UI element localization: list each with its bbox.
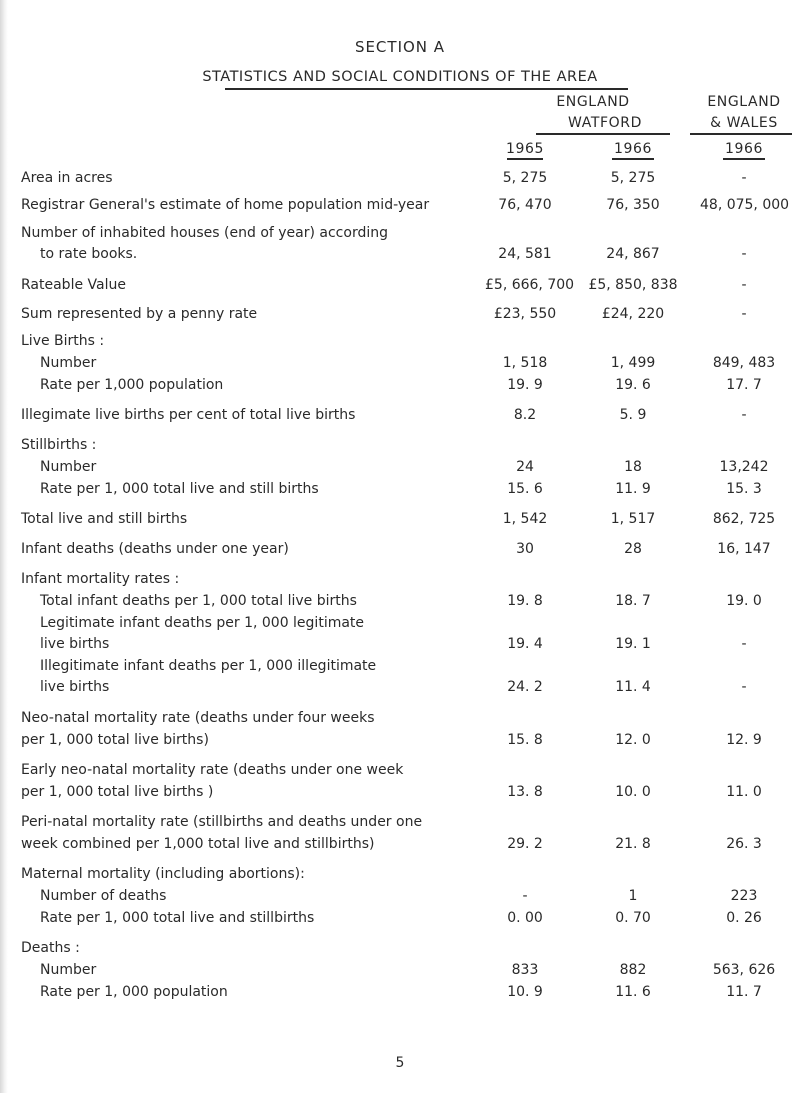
watford-1966-value: 1, 517 <box>610 511 656 527</box>
watford-1965-value: £5, 666, 700 <box>485 277 575 293</box>
watford-1966-value: 19. 6 <box>615 377 651 393</box>
table-row <box>0 962 800 984</box>
row-label: week combined per 1,000 total live and stillbirths) <box>21 836 375 852</box>
row-label: Early neo-natal mortality rate (deaths under one week <box>21 762 404 778</box>
table-row <box>0 170 800 192</box>
watford-1966-value: 24, 867 <box>606 246 660 262</box>
england-wales-1966-value: 17. 7 <box>726 377 762 393</box>
england-header-line1: ENGLAND <box>707 94 781 110</box>
england-wales-1966-value: 15. 3 <box>726 481 762 497</box>
row-label: Total infant deaths per 1, 000 total live births <box>40 593 357 609</box>
england-wales-1966-value: 19. 0 <box>726 593 762 609</box>
row-label: Number of deaths <box>40 888 167 904</box>
watford-1966-value: 10. 0 <box>615 784 651 800</box>
table-row <box>0 636 800 658</box>
watford-1966-value: 19. 1 <box>615 636 651 652</box>
row-label: Number <box>40 355 97 371</box>
england-wales-1966-value: - <box>741 636 747 652</box>
watford-1966-value: 11. 4 <box>615 679 651 695</box>
year-1966-underline <box>612 158 654 160</box>
watford-1965-value: 15. 8 <box>507 732 543 748</box>
england-wales-1966-value: 48, 075, 000 <box>700 197 790 213</box>
england-underline <box>690 133 792 135</box>
row-label: Deaths : <box>21 940 80 956</box>
table-row <box>0 459 800 481</box>
table-row <box>0 225 800 247</box>
row-label: Rate per 1, 000 population <box>40 984 228 1000</box>
table-row <box>0 355 800 377</box>
england-year-1966-header: 1966 <box>724 141 764 157</box>
watford-1966-value: 18. 7 <box>615 593 651 609</box>
england-wales-1966-value: 11. 7 <box>726 984 762 1000</box>
table-row <box>0 732 800 754</box>
row-label: Infant mortality rates : <box>21 571 180 587</box>
row-label: per 1, 000 total live births) <box>21 732 209 748</box>
england-year-underline <box>723 158 765 160</box>
watford-1965-value: 76, 470 <box>498 197 552 213</box>
year-1966-header: 1966 <box>613 141 653 157</box>
watford-1966-value: 882 <box>619 962 647 978</box>
row-label: Total live and still births <box>21 511 188 527</box>
table-row <box>0 377 800 399</box>
watford-1966-value: 11. 9 <box>615 481 651 497</box>
table-row <box>0 888 800 910</box>
watford-1966-value: £24, 220 <box>601 306 665 322</box>
table-row <box>0 407 800 429</box>
watford-1965-value: 30 <box>516 541 534 557</box>
watford-1965-value: 10. 9 <box>507 984 543 1000</box>
year-1965-underline <box>507 158 543 160</box>
england-wales-1966-value: 563, 626 <box>712 962 776 978</box>
watford-1966-value: 28 <box>624 541 642 557</box>
england-wales-1966-value: 26. 3 <box>726 836 762 852</box>
watford-1965-value: 19. 9 <box>507 377 543 393</box>
table-row <box>0 333 800 355</box>
watford-1966-value: 21. 8 <box>615 836 651 852</box>
watford-1965-value: 0. 00 <box>507 910 543 926</box>
watford-1966-value: 0. 70 <box>615 910 651 926</box>
row-label: Rate per 1, 000 total live and stillbirths <box>40 910 315 926</box>
row-label: Peri-natal mortality rate (stillbirths and deaths under one <box>21 814 423 830</box>
row-label: Neo-natal mortality rate (deaths under four weeks <box>21 710 375 726</box>
table-row <box>0 814 800 836</box>
row-label: Rate per 1,000 population <box>40 377 224 393</box>
row-label: Illegitimate infant deaths per 1, 000 illegitimate <box>40 658 377 674</box>
england-wales-1966-value: - <box>741 170 747 186</box>
table-row <box>0 836 800 858</box>
row-label: per 1, 000 total live births ) <box>21 784 214 800</box>
watford-1966-value: 11. 6 <box>615 984 651 1000</box>
table-row <box>0 615 800 637</box>
table-row <box>0 658 800 680</box>
watford-1965-value: 24. 2 <box>507 679 543 695</box>
row-label: Infant deaths (deaths under one year) <box>21 541 289 557</box>
table-row <box>0 593 800 615</box>
table-row <box>0 984 800 1006</box>
table-row <box>0 571 800 593</box>
watford-1965-value: 24 <box>516 459 534 475</box>
watford-1965-value: 8.2 <box>513 407 537 423</box>
section-title: SECTION A <box>354 38 446 56</box>
document-subtitle: STATISTICS AND SOCIAL CONDITIONS OF THE AREA <box>202 69 598 85</box>
watford-1965-value: 19. 8 <box>507 593 543 609</box>
row-label: to rate books. <box>40 246 138 262</box>
table-row <box>0 511 800 533</box>
row-label: Number <box>40 962 97 978</box>
row-label: live births <box>40 679 110 695</box>
watford-header: WATFORD <box>568 115 642 131</box>
watford-1966-value: 1 <box>628 888 638 904</box>
watford-underline <box>536 133 670 135</box>
england-wales-1966-value: 862, 725 <box>712 511 776 527</box>
watford-1965-value: 5, 275 <box>502 170 548 186</box>
row-label: Rate per 1, 000 total live and still births <box>40 481 319 497</box>
watford-1965-value: 24, 581 <box>498 246 552 262</box>
watford-1965-value: 1, 542 <box>502 511 548 527</box>
england-header-line1: ENGLAND <box>556 94 630 110</box>
watford-1965-value: 1, 518 <box>502 355 548 371</box>
watford-1966-value: 5, 275 <box>610 170 656 186</box>
subtitle-underline <box>225 88 628 90</box>
watford-1965-value: - <box>522 888 528 904</box>
table-row <box>0 246 800 268</box>
england-wales-1966-value: - <box>741 277 747 293</box>
row-label: Sum represented by a penny rate <box>21 306 258 322</box>
table-row <box>0 541 800 563</box>
row-label: Live Births : <box>21 333 105 349</box>
england-wales-1966-value: 13,242 <box>719 459 769 475</box>
england-wales-1966-value: - <box>741 306 747 322</box>
table-row <box>0 910 800 932</box>
row-label: Number <box>40 459 97 475</box>
row-label: Stillbirths : <box>21 437 97 453</box>
england-wales-1966-value: - <box>741 679 747 695</box>
england-wales-1966-value: - <box>741 246 747 262</box>
page-number: 5 <box>395 1055 405 1071</box>
table-row <box>0 277 800 299</box>
row-label: Rateable Value <box>21 277 126 293</box>
row-label: Maternal mortality (including abortions): <box>21 866 305 882</box>
england-header-line2: & WALES <box>710 115 778 131</box>
table-row <box>0 306 800 328</box>
england-wales-1966-value: 223 <box>730 888 758 904</box>
watford-1965-value: 15. 6 <box>507 481 543 497</box>
watford-1966-value: 18 <box>624 459 642 475</box>
table-row <box>0 866 800 888</box>
watford-1965-value: £23, 550 <box>493 306 557 322</box>
table-row <box>0 437 800 459</box>
row-label: live births <box>40 636 110 652</box>
watford-1966-value: 76, 350 <box>606 197 660 213</box>
table-row <box>0 197 800 219</box>
england-wales-1966-value: 0. 26 <box>726 910 762 926</box>
row-label: Illegimate live births per cent of total live births <box>21 407 356 423</box>
england-wales-1966-value: 12. 9 <box>726 732 762 748</box>
watford-1966-value: 1, 499 <box>610 355 656 371</box>
watford-1965-value: 19. 4 <box>507 636 543 652</box>
england-wales-1966-value: 849, 483 <box>712 355 776 371</box>
row-label: Legitimate infant deaths per 1, 000 legitimate <box>40 615 365 631</box>
table-row <box>0 710 800 732</box>
row-label: Registrar General's estimate of home population mid-year <box>21 197 430 213</box>
row-label: Number of inhabited houses (end of year) according <box>21 225 388 241</box>
table-row <box>0 784 800 806</box>
england-wales-1966-value: 16, 147 <box>717 541 771 557</box>
year-1965-header: 1965 <box>505 141 545 157</box>
watford-1965-value: 833 <box>511 962 539 978</box>
table-row <box>0 940 800 962</box>
england-wales-1966-value: - <box>741 407 747 423</box>
watford-1965-value: 13. 8 <box>507 784 543 800</box>
watford-1966-value: 12. 0 <box>615 732 651 748</box>
watford-1966-value: 5. 9 <box>619 407 647 423</box>
table-row <box>0 679 800 701</box>
watford-1965-value: 29. 2 <box>507 836 543 852</box>
watford-1966-value: £5, 850, 838 <box>588 277 678 293</box>
england-wales-1966-value: 11. 0 <box>726 784 762 800</box>
table-row <box>0 762 800 784</box>
row-label: Area in acres <box>21 170 113 186</box>
table-row <box>0 481 800 503</box>
